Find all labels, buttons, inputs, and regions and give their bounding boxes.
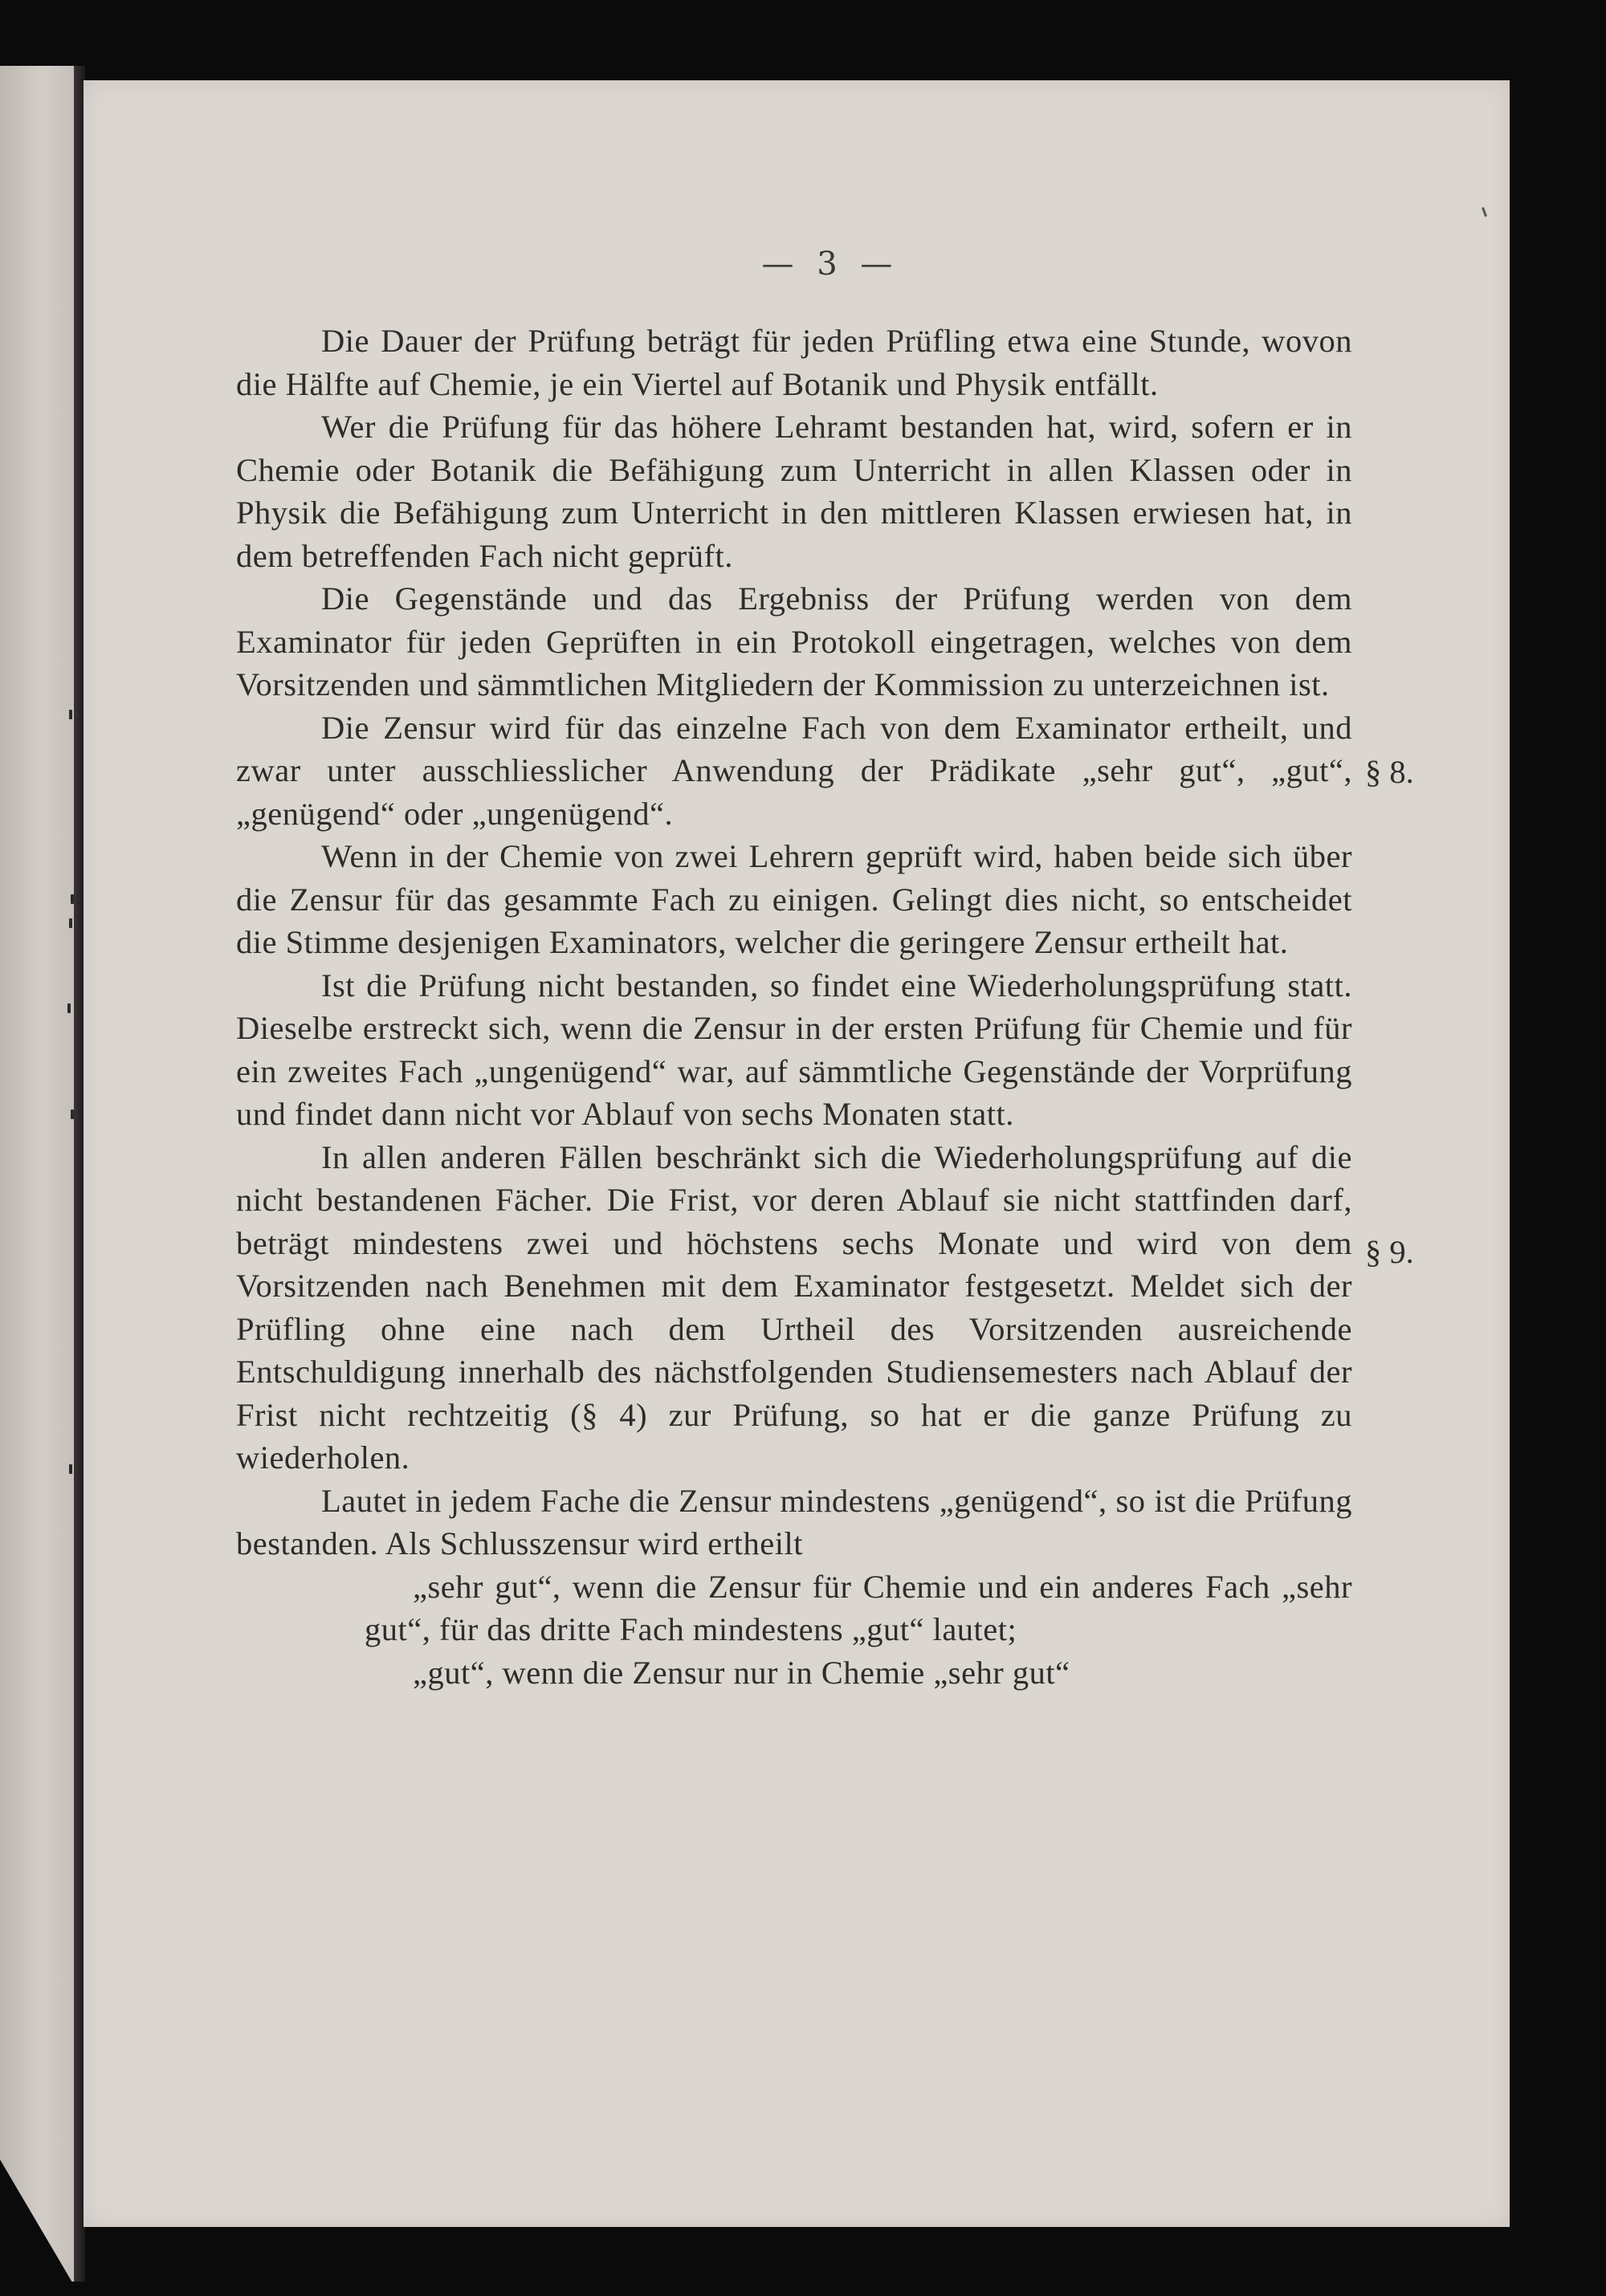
margin-mark bbox=[67, 1003, 71, 1013]
paragraph: In allen anderen Fällen beschränkt sich die Wiederholungsprüfung auf die nicht bestandenen Fächer. Die Frist, vor deren Ablauf sie nicht stattfinden darf, beträgt mindestens zwei und höchstens sechs Monate und wird von dem Vorsitzenden nach Benehmen mit dem Examinator festgesetzt. Meldet sich der Prüfling ohne eine nach dem Urtheil des Vorsitzenden ausreichende Entschuldigung innerhalb des nächstfolgenden Studiensemesters nach Ablauf der Frist nicht rechtzeitig (§ 4) zur Prüfung, so hat er die ganze Prüfung zu wiederholen. bbox=[236, 1138, 1352, 1476]
grade-rule: „sehr gut“, wenn die Zensur für Chemie und ein anderes Fach „sehr gut“, für das dritte Fach mindestens „gut“ lautet; bbox=[365, 1568, 1352, 1647]
margin-mark bbox=[69, 918, 72, 928]
section-mark-8: § 8. bbox=[1365, 754, 1414, 790]
page-corner-shadow bbox=[0, 2160, 80, 2296]
section-mark-9: § 9. bbox=[1365, 1234, 1414, 1270]
book-page bbox=[84, 80, 1510, 2227]
paragraph: Die Gegenstände und das Ergebniss der Prüfung werden von dem Examinator für jeden Geprüften in ein Protokoll eingetragen, welches von dem Vorsitzenden und sämmtlichen Mitgliedern der Kommission zu unterzeichnen ist. bbox=[236, 580, 1352, 702]
paragraph: Die Dauer der Prüfung beträgt für jeden Prüfling etwa eine Stunde, wovon die Hälfte auf Chemie, je ein Viertel auf Botanik und Physik entfällt. bbox=[236, 323, 1352, 402]
page-speck bbox=[1482, 207, 1487, 217]
body-text bbox=[236, 320, 1352, 1694]
paragraph: Wer die Prüfung für das höhere Lehramt bestanden hat, wird, sofern er in Chemie oder Botanik die Befähigung zum Unterricht in allen Klassen oder in Physik die Befähigung zum Unterricht in den mittleren Klassen erwiesen hat, in dem betreffenden Fach nicht geprüft. bbox=[236, 409, 1352, 574]
paragraph: Lautet in jedem Fache die Zensur mindestens „genügend“, so ist die Prüfung bestanden. Als Schlusszensur wird ertheilt bbox=[236, 1482, 1352, 1561]
paragraph: Wenn in der Chemie von zwei Lehrern geprüft wird, haben beide sich über die Zensur für das gesammte Fach zu einigen. Gelingt dies nicht, so entscheidet die Stimme desjenigen Examinators, welcher die geringere Zensur ertheilt hat. bbox=[236, 838, 1352, 960]
grade-rule: „gut“, wenn die Zensur nur in Chemie „sehr gut“ bbox=[413, 1654, 1070, 1691]
margin-mark bbox=[69, 710, 72, 719]
paragraph: Die Zensur wird für das einzelne Fach von dem Examinator ertheilt, und zwar unter ausschliesslicher Anwendung der Prädikate „sehr gut“, „gut“, „genügend“ oder „ungenügend“. bbox=[236, 709, 1352, 832]
paragraph: Ist die Prüfung nicht bestanden, so findet eine Wiederholungsprüfung statt. Dieselbe erstreckt sich, wenn die Zensur in der ersten Prüfung für Chemie und für ein zweites Fach „ungenügend“ war, auf sämmtliche Gegenstände der Vorprüfung und findet dann nicht vor Ablauf von sechs Monaten statt. bbox=[236, 967, 1352, 1132]
page-number: — 3 — bbox=[761, 246, 899, 283]
facing-page-edge bbox=[0, 66, 77, 2282]
margin-mark bbox=[69, 1464, 72, 1474]
